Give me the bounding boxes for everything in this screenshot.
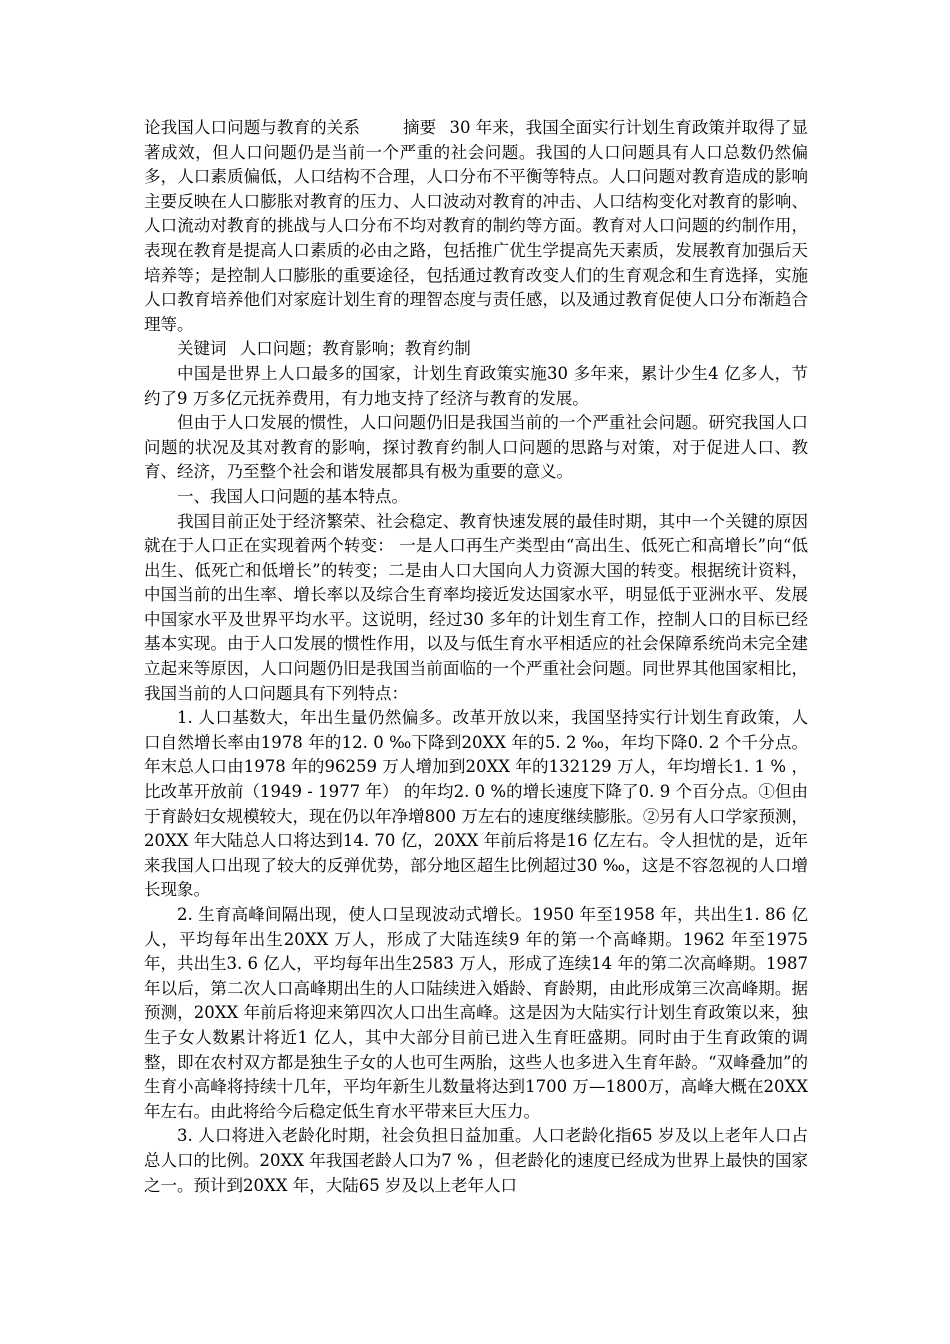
list-item-paragraph: 1. 人口基数大，年出生量仍然偏多。改革开放以来，我国坚持实行计划生育政策，人口自然增长率由1978 年的12. 0 ‰下降到20XX 年的5. 2 ‰，年均下降0. 2 个千分点。年末总人口由1978 年的96259 万人增加到20XX 年的132129 万人，年均增长1. 1 % ，比改革开放前（1949 - 1977 年） 的年均2. 0 %的增长速度下降了0. 9 个百分点。①但由于育龄妇女规模较大，现在仍以年净增800 万左右的速度继续膨胀。②另有人口学家预测，20XX 年大陆总人口将达到14. 70 亿，20XX 年前后将是16 亿左右。令人担忧的是，近年来我国人口出现了较大的反弹优势，部分地区超生比例超过30 ‰，这是不容忽视的人口增长现象。 bbox=[144, 708, 809, 900]
body-paragraph: 但由于人口发展的惯性，人口问题仍旧是我国当前的一个严重社会问题。研究我国人口问题的状况及其对教育的影响，探讨教育约制人口问题的思路与对策，对于促进人口、教育、经济，乃至整个社会和谐发展都具有极为重要的意义。 bbox=[144, 413, 808, 482]
list-item-paragraph: 2. 生育高峰间隔出现，使人口呈现波动式增长。1950 年至1958 年，共出生1. 86 亿人，平均每年出生20XX 万人，形成了大陆连续9 年的第一个高峰期。1962 年至1975 年，共出生3. 6 亿人，平均每年出生2583 万人，形成了连续14 年的第二次高峰期。1987 年以后，第二次人口高峰期出生的人口陆续进入婚龄、育龄期，由此形成第三次高峰期。据预测，20XX 年前后将迎来第四次人口出生高峰。这是因为大陆实行计划生育政策以来，独生子女人数累计将近1 亿人，其中大部分目前已进入生育旺盛期。同时由于生育政策的调整，即在农村双方都是独生子女的人也可生两胎，这些人也多进入生育年龄。“双峰叠加”的生育小高峰将持续十几年，平均年新生儿数量将达到1700 万—1800万，高峰大概在20XX 年左右。由此将给今后稳定低生育水平带来巨大压力。 bbox=[144, 905, 808, 1121]
document-title: 论我国人口问题与教育的关系 bbox=[144, 118, 361, 137]
list-item-paragraph: 3. 人口将进入老龄化时期，社会负担日益加重。人口老龄化指65 岁及以上老年人口占总人口的比例。20XX 年我国老龄人口为7 % ，但老龄化的速度已经成为世界上最快的国家之一。预计到20XX 年，大陆65 岁及以上老年人口 bbox=[144, 1126, 808, 1195]
abstract-text: 30 年来，我国全面实行计划生育政策并取得了显著成效，但人口问题仍是当前一个严重的社会问题。我国的人口问题具有人口总数仍然偏多，人口素质偏低，人口结构不合理，人口分布不平衡等特点。人口问题对教育造成的影响主要反映在人口膨胀对教育的压力、人口波动对教育的冲击、人口结构变化对教育的影响、人口流动对教育的挑战与人口分布不均对教育的制约等方面。教育对人口问题的约制作用，表现在教育是提高人口素质的必由之路，包括推广优生学提高先天素质，发展教育加强后天培养等；是控制人口膨胀的重要途径，包括通过教育改变人们的生育观念和生育选择，实施人口教育培养他们对家庭计划生育的理智态度与责任感，以及通过教育促使人口分布渐趋合理等。 bbox=[144, 118, 809, 334]
keywords-line bbox=[144, 337, 808, 362]
keywords-label: 关键词 bbox=[177, 339, 227, 359]
keywords-text: 人口问题；教育影响；教育约制 bbox=[239, 339, 471, 359]
abstract-paragraph bbox=[144, 116, 808, 337]
abstract-label: 摘要 bbox=[402, 118, 437, 137]
body-paragraph: 中国是世界上人口最多的国家，计划生育政策实施30 多年来，累计少生4 亿多人，节约了9 万多亿元抚养费用，有力地支持了经济与教育的发展。 bbox=[144, 363, 808, 408]
document-page bbox=[144, 116, 808, 1198]
body-paragraph: 我国目前正处于经济繁荣、社会稳定、教育快速发展的最佳时期，其中一个关键的原因就在于人口正在实现着两个转变： 一是人口再生产类型由“高出生、低死亡和高增长”向“低出生、低死亡和低增长”的转变；二是由人口大国向人力资源大国的转变。根据统计资料，中国当前的出生率、增长率以及综合生育率均接近发达国家水平，明显低于亚洲水平、发展中国家水平及世界平均水平。这说明，经过30 多年的计划生育工作，控制人口的目标已经基本实现。由于人口发展的惯性作用，以及与低生育水平相适应的社会保障系统尚未完全建立起来等原因，人口问题仍旧是我国当前面临的一个严重社会问题。同世界其他国家相比，我国当前的人口问题具有下列特点： bbox=[144, 511, 808, 703]
section-heading: 一、我国人口问题的基本特点。 bbox=[177, 486, 408, 506]
